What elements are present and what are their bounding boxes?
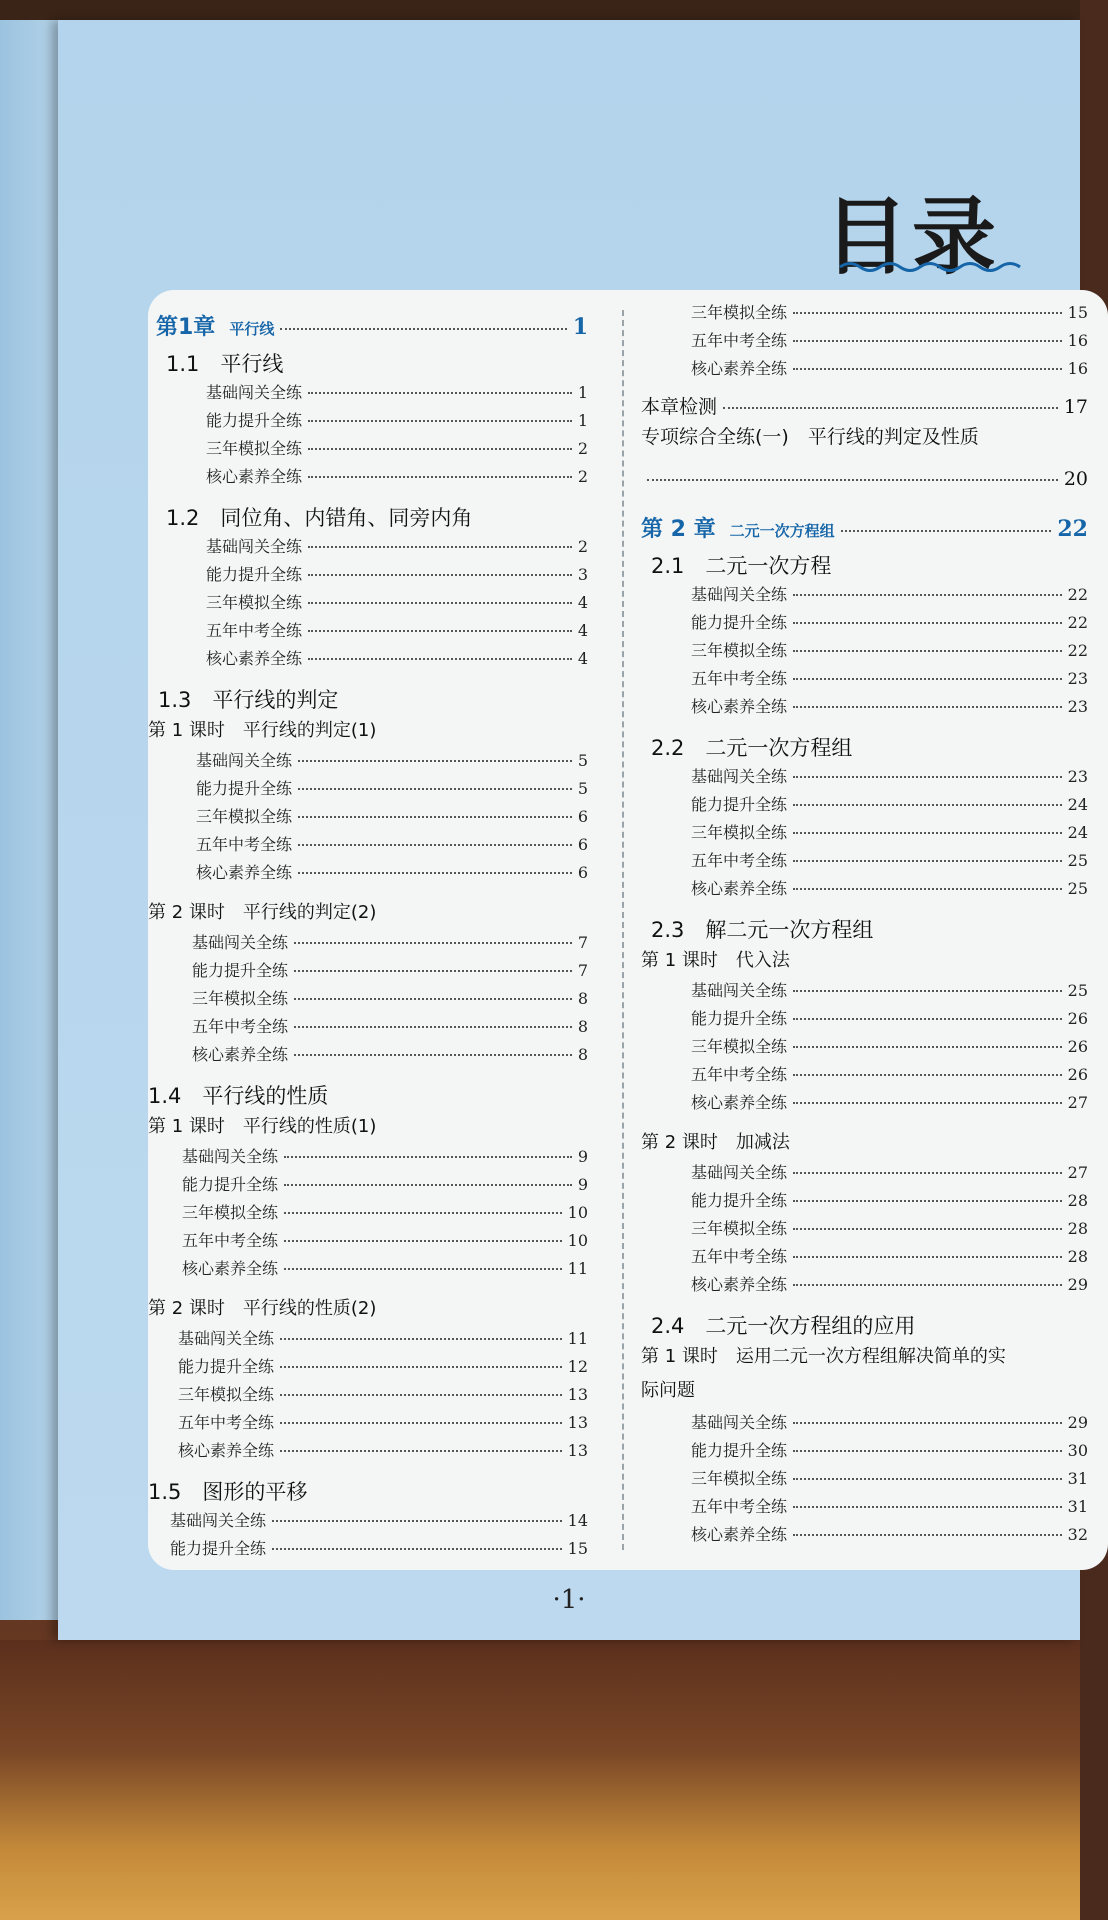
toc-dot-leader [272, 1520, 562, 1522]
toc-dot-leader [284, 1240, 562, 1242]
toc-page-number: 10 [567, 1231, 588, 1250]
toc-page-number: 28 [1067, 1219, 1088, 1238]
toc-page-number: 31 [1067, 1469, 1088, 1488]
toc-dot-leader [793, 1450, 1062, 1452]
toc-entry-label: 能力提升全练 [182, 1175, 279, 1194]
toc-entry-label: 2.3 解二元一次方程组 [651, 918, 874, 942]
toc-page-number: 32 [1067, 1525, 1088, 1544]
toc-page-number: 22 [1067, 585, 1088, 604]
toc-entry-label: 三年模拟全练 [691, 1469, 788, 1488]
toc-dot-leader [284, 1156, 572, 1158]
toc-dot-leader [308, 574, 572, 576]
toc-item-row[interactable] [691, 1216, 1088, 1239]
toc-entry-label: 核心素养全练 [206, 649, 303, 668]
toc-dot-leader [280, 1366, 562, 1368]
toc-section-row[interactable] [148, 1476, 588, 1506]
toc-entry-label: 基础闯关全练 [206, 383, 303, 402]
toc-page-number: 27 [1067, 1093, 1088, 1112]
toc-dot-leader [647, 479, 1058, 481]
toc-page-number: 17 [1063, 396, 1088, 418]
toc-dot-leader [793, 622, 1062, 624]
toc-lesson-row[interactable] [148, 1112, 588, 1138]
toc-item-row[interactable] [206, 590, 588, 613]
toc-entry-label: 三年模拟全练 [691, 1219, 788, 1238]
toc-dot-leader [793, 804, 1062, 806]
toc-item-row[interactable] [182, 1256, 588, 1279]
toc-entry-label: 基础闯关全练 [691, 585, 788, 604]
toc-item-row[interactable] [206, 408, 588, 431]
toc-page-number: 13 [567, 1441, 588, 1460]
toc-item-row[interactable] [196, 832, 588, 855]
toc-entry-label: 五年中考全练 [691, 851, 788, 870]
toc-item-row[interactable] [691, 1090, 1088, 1113]
toc-dot-leader [294, 1026, 572, 1028]
toc-item-row[interactable] [691, 820, 1088, 843]
toc-entry-label: 核心素养全练 [196, 863, 293, 882]
toc-page-number: 16 [1067, 359, 1088, 378]
toc-entry-label: 第 1 课时 平行线的性质(1) [148, 1116, 377, 1137]
toc-chapter-subtitle: 二元一次方程组 [729, 522, 835, 540]
toc-dot-leader [294, 998, 572, 1000]
toc-entry-label: 核心素养全练 [206, 467, 303, 486]
toc-dot-leader [308, 630, 572, 632]
toc-page-number: 5 [577, 751, 588, 770]
toc-item-row[interactable] [691, 978, 1088, 1001]
toc-item-row[interactable] [691, 1034, 1088, 1057]
toc-page-number: 20 [1063, 468, 1088, 490]
toc-entry-label: 2.1 二元一次方程 [651, 554, 832, 578]
toc-dot-leader [308, 546, 572, 548]
column-divider [622, 310, 624, 1550]
toc-page-number: 22 [1067, 613, 1088, 632]
toc-dot-leader [793, 1506, 1062, 1508]
toc-item-row[interactable] [691, 1438, 1088, 1461]
toc-entry-label: 五年中考全练 [206, 621, 303, 640]
toc-page-number: 1 [572, 314, 588, 340]
toc-item-row[interactable] [196, 860, 588, 883]
toc-item-row[interactable] [206, 380, 588, 403]
toc-entry-label: 五年中考全练 [196, 835, 293, 854]
toc-entry-label: 第 2 课时 平行线的性质(2) [148, 1298, 377, 1319]
toc-page-number: 25 [1067, 879, 1088, 898]
toc-entry-label: 1.5 图形的平移 [148, 1480, 308, 1504]
toc-chapter-subtitle: 平行线 [229, 320, 275, 338]
toc-dot-leader [308, 658, 572, 660]
toc-page-number: 26 [1067, 1009, 1088, 1028]
toc-dot-leader [793, 860, 1062, 862]
toc-entry-label: 能力提升全练 [192, 961, 289, 980]
toc-item-row[interactable] [641, 392, 1088, 419]
toc-item-row[interactable] [206, 464, 588, 487]
toc-item-row[interactable] [196, 748, 588, 771]
toc-item-row[interactable] [206, 618, 588, 641]
title-wave-decoration [840, 260, 1010, 274]
toc-entry-label: 核心素养全练 [178, 1441, 275, 1460]
toc-entry-label: 基础闯关全练 [182, 1147, 279, 1166]
toc-item-row[interactable] [192, 1042, 588, 1065]
toc-entry-label: 第1章 [156, 315, 216, 340]
toc-entry-label: 三年模拟全练 [178, 1385, 275, 1404]
toc-item-row[interactable] [641, 422, 1088, 449]
toc-page-number: 15 [567, 1539, 588, 1558]
toc-entry-label: 核心素养全练 [691, 1275, 788, 1294]
wood-surface [0, 1640, 1080, 1920]
toc-page-number: 8 [577, 989, 588, 1008]
page-number: ·1· [552, 1585, 586, 1615]
toc-dot-leader [793, 368, 1062, 370]
toc-item-row[interactable] [178, 1410, 588, 1433]
toc-section-row[interactable] [651, 1310, 1088, 1340]
toc-entry-label: 基础闯关全练 [691, 1413, 788, 1432]
toc-item-row[interactable] [691, 848, 1088, 871]
toc-page-number: 8 [577, 1045, 588, 1064]
toc-dot-leader [284, 1184, 572, 1186]
toc-dot-leader [793, 1018, 1062, 1020]
toc-entry-label: 基础闯关全练 [178, 1329, 275, 1348]
toc-page-number: 24 [1067, 823, 1088, 842]
toc-page-number: 25 [1067, 851, 1088, 870]
toc-dot-leader [841, 530, 1052, 532]
toc-item-row[interactable] [691, 1188, 1088, 1211]
toc-entry-label: 基础闯关全练 [691, 767, 788, 786]
toc-entry-label: 能力提升全练 [691, 1441, 788, 1460]
toc-chapter-row[interactable] [641, 512, 1088, 543]
toc-item-row[interactable] [691, 356, 1088, 379]
toc-page-number: 23 [1067, 697, 1088, 716]
toc-dot-leader [793, 1172, 1062, 1174]
toc-dot-leader [793, 888, 1062, 890]
toc-lesson-row[interactable] [148, 898, 588, 924]
toc-entry-label: 1.3 平行线的判定 [158, 688, 339, 712]
toc-dot-leader [294, 970, 572, 972]
toc-entry-label: 核心素养全练 [691, 359, 788, 378]
toc-section-row[interactable] [166, 348, 588, 378]
toc-item-row[interactable] [691, 876, 1088, 899]
toc-dot-leader [298, 872, 572, 874]
toc-dot-leader [793, 1478, 1062, 1480]
toc-item-row[interactable] [691, 694, 1088, 717]
toc-item-row[interactable] [178, 1326, 588, 1349]
toc-page-number: 1 [577, 383, 588, 402]
toc-dot-leader [793, 1422, 1062, 1424]
toc-item-row[interactable] [192, 1014, 588, 1037]
toc-lesson-row[interactable] [148, 1294, 588, 1320]
toc-page-number: 30 [1067, 1441, 1088, 1460]
toc-chapter-row[interactable] [156, 310, 588, 341]
toc-lesson-row[interactable] [641, 1376, 1088, 1402]
toc-item-row[interactable] [691, 582, 1088, 605]
toc-entry-label: 核心素养全练 [691, 697, 788, 716]
toc-page-number: 1 [577, 411, 588, 430]
toc-item-row[interactable] [178, 1438, 588, 1461]
toc-page-number: 13 [567, 1385, 588, 1404]
toc-item-row[interactable] [691, 764, 1088, 787]
toc-dot-leader [280, 1338, 562, 1340]
toc-page-number: 15 [1067, 303, 1088, 322]
toc-lesson-row[interactable] [641, 1342, 1088, 1368]
toc-entry-label: 第 1 课时 运用二元一次方程组解决简单的实 [641, 1346, 1006, 1367]
toc-dot-leader [793, 594, 1062, 596]
toc-entry-label: 三年模拟全练 [182, 1203, 279, 1222]
toc-dot-leader [308, 602, 572, 604]
toc-dot-leader [793, 1200, 1062, 1202]
toc-dot-leader [793, 1534, 1062, 1536]
toc-item-row[interactable] [206, 646, 588, 669]
toc-section-row[interactable] [158, 684, 588, 714]
toc-page-number: 9 [577, 1147, 588, 1166]
toc-section-row[interactable] [651, 732, 1088, 762]
toc-page-number: 31 [1067, 1497, 1088, 1516]
toc-entry-label: 五年中考全练 [691, 1247, 788, 1266]
toc-dot-leader [284, 1212, 562, 1214]
toc-page-number: 12 [567, 1357, 588, 1376]
toc-entry-label: 第 2 课时 加减法 [641, 1132, 790, 1153]
toc-item-row[interactable] [691, 1006, 1088, 1029]
toc-dot-leader [793, 650, 1062, 652]
toc-page-number: 14 [567, 1511, 588, 1530]
toc-dot-leader [793, 678, 1062, 680]
toc-entry-label: 五年中考全练 [691, 331, 788, 350]
toc-entry-label: 能力提升全练 [691, 1009, 788, 1028]
toc-dot-leader [793, 1228, 1062, 1230]
toc-section-row[interactable] [148, 1080, 588, 1110]
toc-page-number: 26 [1067, 1037, 1088, 1056]
toc-section-row[interactable] [651, 550, 1088, 580]
page-title: 目录 [823, 188, 1000, 286]
toc-entry-label: 三年模拟全练 [691, 641, 788, 660]
toc-entry-label: 三年模拟全练 [691, 823, 788, 842]
toc-page-number: 2 [577, 537, 588, 556]
toc-page-number: 23 [1067, 669, 1088, 688]
toc-page-number: 6 [577, 835, 588, 854]
toc-entry-label: 三年模拟全练 [192, 989, 289, 1008]
toc-dot-leader [793, 1256, 1062, 1258]
toc-page-number: 4 [577, 593, 588, 612]
toc-entry-label: 五年中考全练 [182, 1231, 279, 1250]
toc-item-row[interactable] [178, 1382, 588, 1405]
toc-entry-label: 五年中考全练 [192, 1017, 289, 1036]
toc-dot-leader [793, 1102, 1062, 1104]
toc-page-number: 4 [577, 621, 588, 640]
toc-entry-label: 核心素养全练 [192, 1045, 289, 1064]
toc-entry-label: 三年模拟全练 [691, 1037, 788, 1056]
toc-dot-leader [280, 1394, 562, 1396]
toc-page-number: 28 [1067, 1247, 1088, 1266]
toc-entry-label: 能力提升全练 [691, 1191, 788, 1210]
toc-item-row[interactable] [691, 328, 1088, 351]
toc-dot-leader [308, 392, 572, 394]
toc-entry-label: 第 1 课时 代入法 [641, 950, 790, 971]
toc-item-row[interactable] [691, 1522, 1088, 1545]
toc-dot-leader [298, 844, 572, 846]
toc-item-row[interactable] [192, 986, 588, 1009]
toc-item-row[interactable] [691, 1062, 1088, 1085]
toc-item-row[interactable] [691, 1466, 1088, 1489]
toc-lesson-row[interactable] [641, 946, 1088, 972]
toc-page-number: 27 [1067, 1163, 1088, 1182]
toc-page-number: 2 [577, 439, 588, 458]
toc-page-number: 29 [1067, 1413, 1088, 1432]
toc-dot-leader [298, 816, 572, 818]
toc-dot-leader [793, 1074, 1062, 1076]
toc-page-number: 8 [577, 1017, 588, 1036]
toc-entry-label: 核心素养全练 [182, 1259, 279, 1278]
toc-item-row[interactable] [691, 1160, 1088, 1183]
toc-section-row[interactable] [651, 914, 1088, 944]
toc-page-number: 3 [577, 565, 588, 584]
toc-entry-label: 三年模拟全练 [206, 593, 303, 612]
toc-entry-label: 专项综合全练(一) 平行线的判定及性质 [641, 426, 979, 448]
toc-section-row[interactable] [166, 502, 588, 532]
toc-item-row[interactable] [691, 1410, 1088, 1433]
toc-item-row[interactable] [182, 1200, 588, 1223]
toc-entry-label: 能力提升全练 [691, 795, 788, 814]
toc-dot-leader [793, 776, 1062, 778]
toc-dot-leader [308, 420, 572, 422]
toc-entry-label: 能力提升全练 [206, 411, 303, 430]
toc-entry-label: 1.2 同位角、内错角、同旁内角 [166, 506, 473, 530]
toc-item-row[interactable] [691, 666, 1088, 689]
toc-item-row[interactable] [196, 776, 588, 799]
toc-page-number: 11 [567, 1329, 588, 1348]
toc-dot-leader [280, 1422, 562, 1424]
toc-panel [148, 290, 1108, 1570]
toc-dot-leader [280, 328, 566, 330]
toc-entry-label: 五年中考全练 [691, 1497, 788, 1516]
toc-entry-label: 三年模拟全练 [206, 439, 303, 458]
toc-dot-leader [793, 706, 1062, 708]
toc-dot-leader [294, 942, 572, 944]
toc-page-number: 13 [567, 1413, 588, 1432]
toc-item-row[interactable] [206, 436, 588, 459]
toc-dot-leader [280, 1450, 562, 1452]
toc-item-row[interactable] [691, 792, 1088, 815]
toc-entry-label: 能力提升全练 [196, 779, 293, 798]
toc-item-row[interactable] [691, 300, 1088, 323]
toc-page-number: 22 [1067, 641, 1088, 660]
toc-entry-label: 核心素养全练 [691, 1525, 788, 1544]
toc-page-number: 7 [577, 961, 588, 980]
toc-item-row[interactable] [691, 610, 1088, 633]
toc-entry-label: 际问题 [641, 1380, 695, 1401]
toc-page-number: 11 [567, 1259, 588, 1278]
toc-dot-leader [308, 476, 572, 478]
toc-entry-label: 1.4 平行线的性质 [148, 1084, 329, 1108]
toc-item-row[interactable] [192, 930, 588, 953]
toc-entry-label: 基础闯关全练 [691, 1163, 788, 1182]
toc-item-row[interactable] [182, 1172, 588, 1195]
toc-page-number: 25 [1067, 981, 1088, 1000]
toc-item-row[interactable] [691, 638, 1088, 661]
toc-item-row[interactable] [170, 1536, 588, 1559]
toc-page-number: 26 [1067, 1065, 1088, 1084]
toc-page-number: 16 [1067, 331, 1088, 350]
toc-entry-label: 基础闯关全练 [196, 751, 293, 770]
toc-item-row[interactable] [182, 1144, 588, 1167]
toc-entry-label: 核心素养全练 [691, 879, 788, 898]
toc-entry-label: 五年中考全练 [178, 1413, 275, 1432]
toc-entry-label: 2.2 二元一次方程组 [651, 736, 853, 760]
toc-item-row[interactable] [206, 534, 588, 557]
toc-dot-leader [793, 340, 1062, 342]
toc-entry-label: 第 2 课时 平行线的判定(2) [148, 902, 377, 923]
toc-entry-label: 能力提升全练 [170, 1539, 267, 1558]
toc-page-number: 23 [1067, 767, 1088, 786]
toc-entry-label: 三年模拟全练 [196, 807, 293, 826]
toc-entry-label: 基础闯关全练 [192, 933, 289, 952]
toc-entry-label: 五年中考全练 [691, 1065, 788, 1084]
toc-entry-label: 能力提升全练 [206, 565, 303, 584]
toc-page-number: 7 [577, 933, 588, 952]
toc-item-row[interactable] [691, 1494, 1088, 1517]
toc-dot-leader [298, 788, 572, 790]
toc-page-number: 5 [577, 779, 588, 798]
toc-item-row[interactable] [182, 1228, 588, 1251]
toc-page-number: 29 [1067, 1275, 1088, 1294]
toc-page-number: 28 [1067, 1191, 1088, 1210]
toc-page-number: 24 [1067, 795, 1088, 814]
toc-entry-label: 五年中考全练 [691, 669, 788, 688]
toc-entry-label: 能力提升全练 [691, 613, 788, 632]
toc-dot-leader [723, 407, 1058, 409]
toc-page-number: 4 [577, 649, 588, 668]
toc-page-number: 2 [577, 467, 588, 486]
toc-entry-label: 第 1 课时 平行线的判定(1) [148, 720, 377, 741]
toc-page-number: 10 [567, 1203, 588, 1222]
toc-item-row[interactable] [178, 1354, 588, 1377]
toc-dot-leader [284, 1268, 562, 1270]
toc-lesson-row[interactable] [148, 716, 588, 742]
toc-dot-leader [272, 1548, 562, 1550]
toc-item-row[interactable] [691, 1272, 1088, 1295]
toc-page-number: 6 [577, 863, 588, 882]
toc-entry-label: 1.1 平行线 [166, 352, 284, 376]
toc-item-row[interactable] [691, 1244, 1088, 1267]
toc-dot-leader [793, 1046, 1062, 1048]
book-page [58, 20, 1088, 1640]
toc-entry-label: 本章检测 [641, 396, 718, 418]
toc-entry-label: 三年模拟全练 [691, 303, 788, 322]
toc-entry-label: 第 2 章 [641, 517, 716, 542]
toc-dot-leader [298, 760, 572, 762]
toc-item-row[interactable] [196, 804, 588, 827]
toc-page-number: 22 [1057, 516, 1088, 542]
toc-dot-leader [793, 312, 1062, 314]
toc-item-row[interactable] [170, 1508, 588, 1531]
toc-item-row[interactable] [192, 958, 588, 981]
toc-page-number: 6 [577, 807, 588, 826]
toc-entry-label: 基础闯关全练 [691, 981, 788, 1000]
toc-lesson-row[interactable] [641, 1128, 1088, 1154]
toc-entry-label: 2.4 二元一次方程组的应用 [651, 1314, 916, 1338]
toc-entry-label: 基础闯关全练 [170, 1511, 267, 1530]
toc-page-number: 9 [577, 1175, 588, 1194]
toc-entry-label: 基础闯关全练 [206, 537, 303, 556]
toc-dot-leader [294, 1054, 572, 1056]
toc-item-row[interactable] [206, 562, 588, 585]
toc-entry-label: 核心素养全练 [691, 1093, 788, 1112]
toc-dot-leader [793, 990, 1062, 992]
toc-dot-leader [793, 1284, 1062, 1286]
toc-dot-leader [793, 832, 1062, 834]
toc-dot-leader [308, 448, 572, 450]
toc-entry-label: 能力提升全练 [178, 1357, 275, 1376]
toc-item-row[interactable] [641, 468, 1088, 490]
